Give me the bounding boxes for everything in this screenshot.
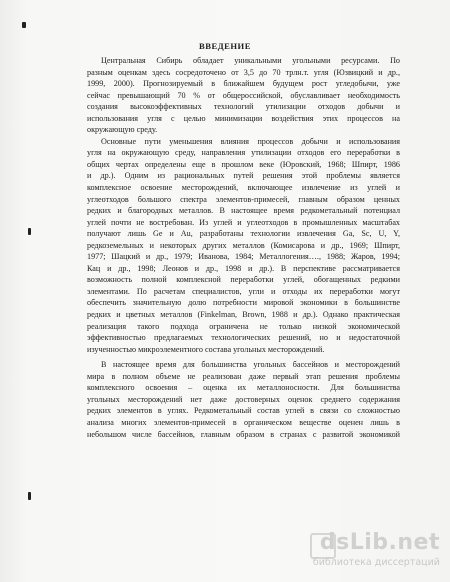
text-line: Центральная Сибирь обладает уникальными угольными ресурсами. По <box>101 56 400 65</box>
text-line: редких элементов в углях. Редкометальный состав углей в связи со сложностью <box>87 406 400 416</box>
text-line: углей почти не востребован. Из углей и углеотходов в промышленных масштабах <box>87 217 400 227</box>
text-line: редкоземельных и некоторых других металлов (Комисарова и др., 1969; Шпирт, <box>87 240 400 250</box>
text-line: окружающую среду. <box>87 125 158 135</box>
text-line: разным оценкам здесь сосредоточено от 3,5 до 70 трлн.т. угля (Юзвицкий и др., <box>87 67 400 77</box>
text-line: создания высокоэффективных технологий утилизации отходов добычи и <box>87 102 400 112</box>
text-line: сейчас превышающий 70 % от общероссийской, обуславливает необходимость <box>87 90 400 100</box>
text-line: изученностью микроэлементного состава угольных месторождений. <box>87 344 325 354</box>
text-line: редких и благородных металлов. В настоящее время редкометальный потенциал <box>87 206 400 216</box>
document-title: ВВЕДЕНИЕ <box>199 41 251 51</box>
document-body <box>87 55 400 440</box>
text-line: небольшом числе бассейнов, главным образом в странах с развитой экономикой <box>87 429 400 439</box>
text-line: Основные пути уменьшения влияния процессов добычи и использования <box>101 136 400 146</box>
watermark-brand: dsLib.net <box>319 530 440 555</box>
text-line: возможность полной комплексной переработки углей, обогащенных редкими <box>87 275 400 285</box>
scan-mark <box>28 228 31 235</box>
watermark-logo <box>310 530 440 568</box>
text-line: 1977; Шацкий и др., 1979; Иванова, 1984; Металлогения…., 1988; Жаров, 1994; <box>87 252 400 262</box>
scan-mark <box>28 492 31 500</box>
text-line: редких и цветных металлов (Finkelman, Brown, 1988 и др.). Однако практическая <box>87 310 400 320</box>
text-line: углеотходов большого спектра элементов-примесей, главным образом ценных <box>87 194 400 204</box>
text-line: анализа многих элементов-примесей в органическом веществе оценен лишь в <box>87 417 400 427</box>
text-line: и др.). Одним из рациональных путей решения этой проблемы является <box>87 171 400 181</box>
text-line: общих чертах определены еще в прошлом веке (Юровский, 1968; Шпирт, 1986 <box>87 159 400 169</box>
text-line: комплексное освоение месторождений, включающее извлечение из углей и <box>87 183 400 193</box>
text-line: Кац и др., 1998; Леонов и др., 1998 и др.). В перспективе рассматривается <box>87 263 400 273</box>
text-line: В настоящее время для большинства угольных бассейнов и месторождений <box>101 360 400 370</box>
text-line: угольных месторождений нет даже достоверных оценок среднего содержания <box>87 394 400 404</box>
text-line: использования угля с целью минимизации воздействия этих процессов на <box>87 113 400 123</box>
watermark-caption: библиотека диссертаций <box>312 557 440 568</box>
text-line: эффективностью предлагаемых технологических решений, но и недостаточной <box>87 333 400 343</box>
text-line: мира в полном объеме не реализован даже первый этап решения проблемы <box>87 371 400 381</box>
scan-mark <box>22 22 26 28</box>
text-line: 1999, 2000). Прогнозируемый в ближайшем будущем рост угледобычи, уже <box>87 79 400 89</box>
text-line: реализация такого подхода ограничена не только низкой экономической <box>87 321 400 331</box>
text-line: комплексного освоения – оценка их металлоносности. Для большинства <box>87 383 400 393</box>
text-line: элементами. По расчетам специалистов, угли и отходы их переработки могут <box>87 286 400 296</box>
text-line: угля на окружающую среду, направления утилизации отходов его переработки в <box>87 148 400 158</box>
text-line: обеспечить значительную долю потребности мировой экономики в большинстве <box>87 298 400 308</box>
text-line: получают лишь Ge и Au, разработаны технологии извлечения Ga, Sc, U, Y, <box>87 229 400 239</box>
